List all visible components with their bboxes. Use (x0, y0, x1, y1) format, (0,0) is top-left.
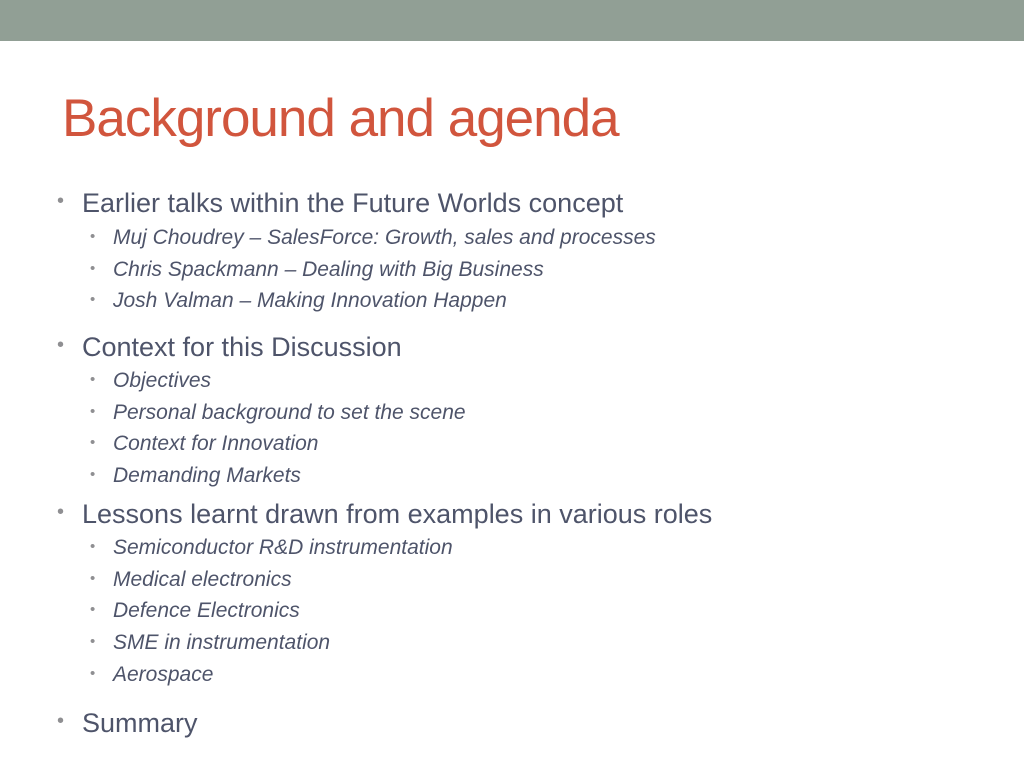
bullet-icon: • (90, 228, 96, 245)
bullet-icon: • (90, 570, 96, 587)
agenda-subitem (90, 566, 292, 594)
agenda-subitem-label: SME in instrumentation (113, 631, 331, 654)
agenda-subitem (90, 399, 466, 427)
agenda-section-label: Lessons learnt drawn from examples in various roles (82, 499, 713, 529)
bullet-icon: • (90, 665, 96, 682)
slide-title: Background and agenda (62, 89, 619, 148)
agenda-subitem-label: Objectives (113, 369, 212, 392)
agenda-subitem-label: Semiconductor R&D instrumentation (113, 536, 453, 559)
agenda-subitem-label: Personal background to set the scene (113, 401, 466, 424)
bullet-icon: • (90, 633, 96, 650)
bullet-icon: • (90, 403, 96, 420)
agenda-subitem-label: Context for Innovation (113, 432, 319, 455)
agenda-subitem (90, 287, 507, 315)
bullet-icon: • (90, 371, 96, 388)
agenda-section-label: Earlier talks within the Future Worlds concept (82, 188, 624, 218)
agenda-section-context (57, 330, 402, 364)
agenda-subitem (90, 256, 544, 284)
agenda-subitem-label: Demanding Markets (113, 464, 301, 487)
bullet-icon: • (57, 501, 65, 523)
bullet-icon: • (90, 466, 96, 483)
agenda-section-lessons (57, 497, 713, 531)
header-bar (0, 0, 1024, 41)
agenda-subitem (90, 462, 301, 490)
agenda-subitem (90, 661, 214, 689)
bullet-icon: • (90, 260, 96, 277)
bullet-icon: • (90, 291, 96, 308)
agenda-subitem-label: Chris Spackmann – Dealing with Big Business (113, 258, 544, 281)
bullet-icon: • (90, 538, 96, 555)
bullet-icon: • (57, 334, 65, 356)
agenda-section-label: Context for this Discussion (82, 332, 402, 362)
agenda-section-label: Summary (82, 708, 198, 738)
agenda-subitem (90, 367, 212, 395)
bullet-icon: • (57, 190, 65, 212)
agenda-subitem-label: Muj Choudrey – SalesForce: Growth, sales and processes (113, 226, 656, 249)
bullet-icon: • (90, 434, 96, 451)
bullet-icon: • (90, 601, 96, 618)
agenda-subitem-label: Medical electronics (113, 568, 292, 591)
agenda-section-summary (57, 706, 198, 740)
agenda-subitem (90, 629, 331, 657)
agenda-section-earlier-talks (57, 186, 624, 220)
agenda-subitem-label: Defence Electronics (113, 599, 300, 622)
bullet-icon: • (57, 710, 65, 732)
agenda-subitem (90, 430, 319, 458)
agenda-subitem (90, 597, 300, 625)
agenda-subitem-label: Josh Valman – Making Innovation Happen (113, 289, 507, 312)
agenda-subitem (90, 534, 453, 562)
agenda-subitem-label: Aerospace (113, 663, 214, 686)
agenda-subitem (90, 224, 656, 252)
